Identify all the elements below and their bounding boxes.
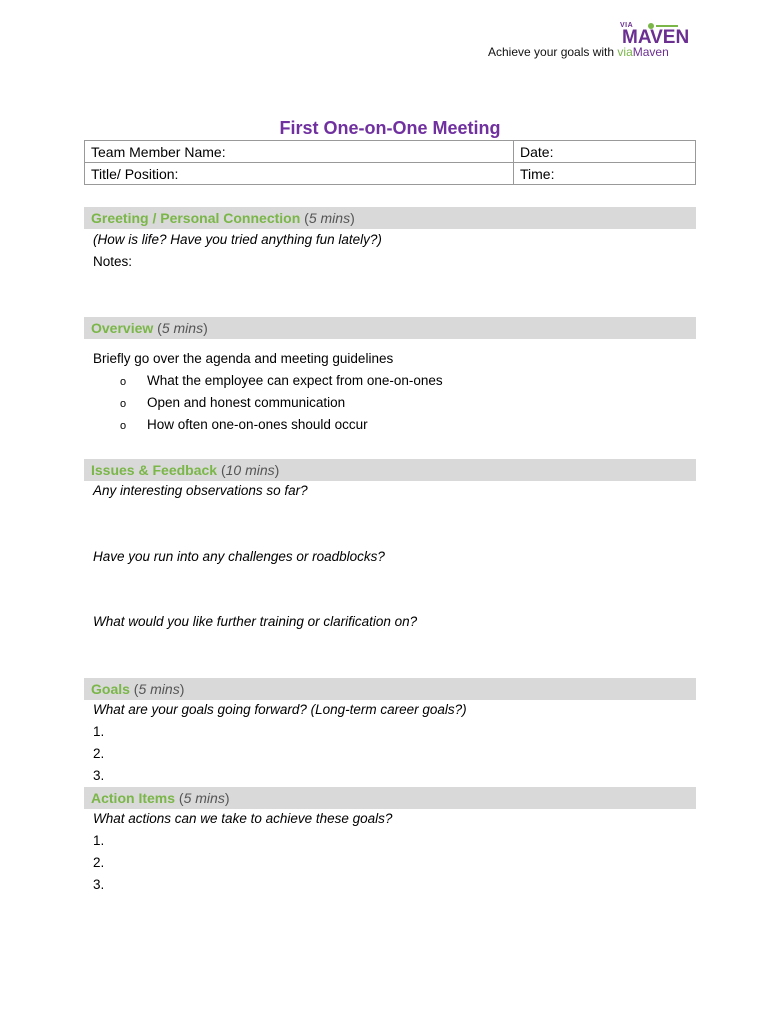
tagline-brand-maven: Maven	[632, 45, 669, 59]
table-row	[85, 163, 696, 185]
section-header-action-items	[84, 787, 696, 809]
list-item: 2.	[93, 855, 105, 870]
list-item: 3.	[93, 877, 105, 892]
goals-prompt: What are your goals going forward? (Long-term career goals?)	[93, 702, 467, 717]
list-item: 1.	[93, 833, 105, 848]
section-header-issues	[84, 459, 696, 481]
list-item: What the employee can expect from one-on-ones	[147, 373, 443, 388]
list-item: 1.	[93, 724, 105, 739]
section-heading: Greeting / Personal Connection	[91, 210, 301, 226]
logo-tagline	[488, 45, 669, 59]
list-item: How often one-on-ones should occur	[147, 417, 368, 432]
section-duration: (10 mins)	[220, 462, 280, 478]
list-item: Open and honest communication	[147, 395, 346, 410]
bullet-icon: o	[120, 420, 127, 432]
section-heading: Overview	[91, 320, 154, 336]
meeting-info-table	[84, 140, 696, 185]
page-title: First One-on-One Meeting	[279, 118, 501, 138]
list-item: 3.	[93, 768, 105, 783]
actions-prompt: What actions can we take to achieve these goals?	[93, 811, 393, 826]
section-heading: Goals	[91, 681, 130, 697]
section-heading: Action Items	[91, 790, 176, 806]
notes-label: Notes:	[93, 254, 133, 269]
tagline-brand-via: via	[617, 45, 633, 59]
issues-question: Have you run into any challenges or roadblocks?	[93, 549, 385, 564]
overview-intro: Briefly go over the agenda and meeting guidelines	[93, 351, 394, 366]
greeting-prompt: (How is life? Have you tried anything fun lately?)	[93, 232, 382, 247]
section-duration: (5 mins)	[133, 681, 185, 697]
section-duration: (5 mins)	[178, 790, 230, 806]
logo-maven-text: MAVEN	[622, 27, 690, 48]
tagline-prefix: Achieve your goals with	[488, 45, 618, 59]
date-cell: Date:	[514, 141, 696, 163]
table-row	[85, 141, 696, 163]
section-duration: (5 mins)	[157, 320, 208, 336]
logo-via-text: VIA	[620, 22, 634, 29]
time-cell: Time:	[514, 163, 696, 185]
section-header-overview	[84, 317, 696, 339]
section-header-goals	[84, 678, 696, 700]
bullet-icon: o	[120, 398, 127, 410]
title-position-cell: Title/ Position:	[85, 163, 514, 185]
section-duration: (5 mins)	[304, 210, 355, 226]
issues-question: What would you like further training or clarification on?	[93, 614, 418, 629]
section-header-greeting	[84, 207, 696, 229]
list-item: 2.	[93, 746, 105, 761]
section-heading: Issues & Feedback	[91, 462, 218, 478]
tagline-brand	[617, 45, 668, 59]
team-member-name-cell: Team Member Name:	[85, 141, 514, 163]
issues-question: Any interesting observations so far?	[93, 483, 308, 498]
bullet-icon: o	[120, 376, 127, 388]
